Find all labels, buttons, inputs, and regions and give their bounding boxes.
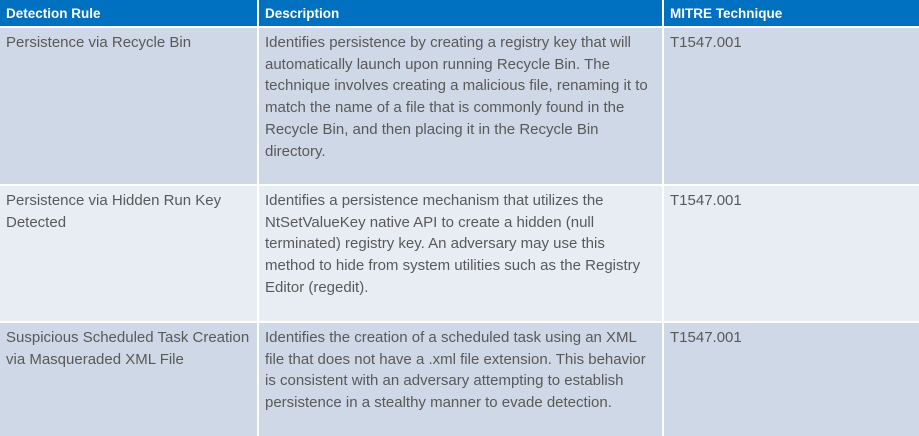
rule-name-cell: Persistence via Recycle Bin: [0, 27, 258, 185]
header-detection-rule: Detection Rule: [0, 0, 258, 27]
header-description: Description: [258, 0, 663, 27]
technique-cell: T1547.001: [663, 185, 919, 322]
table-row: [0, 322, 919, 436]
rule-name-cell: Suspicious Scheduled Task Creation via Masqueraded XML File: [0, 322, 258, 436]
rule-name-cell: Persistence via Hidden Run Key Detected: [0, 185, 258, 322]
header-row: [0, 0, 919, 27]
description-cell: Identifies a persistence mechanism that utilizes the NtSetValueKey native API to create a hidden (null terminated) registry key. An adversary may use this method to hide from system utilities such as the Registry Editor (regedit).: [258, 185, 663, 322]
table-row: [0, 185, 919, 322]
technique-cell: T1547.001: [663, 27, 919, 185]
description-cell: Identifies the creation of a scheduled task using an XML file that does not have a .xml file extension. This behavior is consistent with an adversary attempting to establish persistence in a stealthy manner to evade detection.: [258, 322, 663, 436]
table-row: [0, 27, 919, 185]
table-body: [0, 27, 919, 436]
description-cell: Identifies persistence by creating a registry key that will automatically launch upon running Recycle Bin. The technique involves creating a malicious file, renaming it to match the name of a file that is commonly found in the Recycle Bin, and then placing it in the Recycle Bin directory.: [258, 27, 663, 185]
table-header: [0, 0, 919, 27]
header-mitre-technique: MITRE Technique: [663, 0, 919, 27]
technique-cell: T1547.001: [663, 322, 919, 436]
